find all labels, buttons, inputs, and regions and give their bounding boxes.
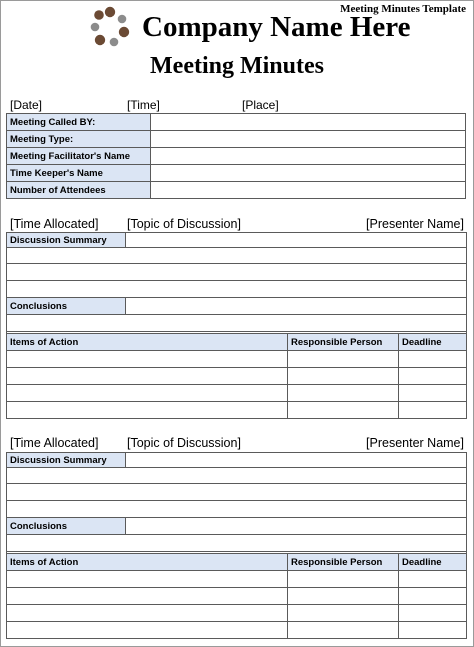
table-row xyxy=(7,368,467,385)
items-of-action-header: Items of Action xyxy=(7,334,288,351)
responsible-person-header: Responsible Person xyxy=(288,554,399,571)
table-row xyxy=(7,402,467,419)
deadline-cell[interactable] xyxy=(399,368,467,385)
responsible-cell[interactable] xyxy=(288,368,399,385)
info-row xyxy=(7,148,466,165)
attendees-field[interactable] xyxy=(151,182,466,199)
deadline-cell[interactable] xyxy=(399,385,467,402)
action-cell[interactable] xyxy=(7,402,288,419)
discussion-table xyxy=(6,232,467,349)
presenter-field[interactable]: [Presenter Name] xyxy=(366,217,464,231)
conclusions-label: Conclusions xyxy=(7,518,126,535)
discussion-summary-field[interactable] xyxy=(126,453,467,468)
facilitator-field[interactable] xyxy=(151,148,466,165)
attendees-label: Number of Attendees xyxy=(7,182,151,199)
deadline-cell[interactable] xyxy=(399,571,467,588)
section-header xyxy=(10,216,464,232)
time-keeper-label: Time Keeper's Name xyxy=(7,165,151,182)
responsible-cell[interactable] xyxy=(288,571,399,588)
document-label: Meeting Minutes Template xyxy=(340,3,466,15)
discussion-table xyxy=(6,452,467,569)
discussion-summary-label: Discussion Summary xyxy=(7,233,126,248)
time-keeper-field[interactable] xyxy=(151,165,466,182)
info-row xyxy=(7,182,466,199)
meeting-info-table xyxy=(6,113,466,199)
conclusions-field[interactable] xyxy=(126,518,467,535)
time-field[interactable]: [Time] xyxy=(127,98,160,112)
presenter-field[interactable]: [Presenter Name] xyxy=(366,436,464,450)
items-of-action-header: Items of Action xyxy=(7,554,288,571)
table-row xyxy=(7,622,467,639)
meeting-type-field[interactable] xyxy=(151,131,466,148)
responsible-cell[interactable] xyxy=(288,588,399,605)
responsible-cell[interactable] xyxy=(288,622,399,639)
responsible-cell[interactable] xyxy=(288,351,399,368)
action-cell[interactable] xyxy=(7,385,288,402)
action-cell[interactable] xyxy=(7,571,288,588)
discussion-line[interactable] xyxy=(7,281,467,298)
deadline-cell[interactable] xyxy=(399,402,467,419)
deadline-cell[interactable] xyxy=(399,605,467,622)
discussion-line[interactable] xyxy=(7,248,467,264)
responsible-cell[interactable] xyxy=(288,385,399,402)
action-cell[interactable] xyxy=(7,368,288,385)
place-field[interactable]: [Place] xyxy=(242,98,279,112)
action-cell[interactable] xyxy=(7,588,288,605)
discussion-line[interactable] xyxy=(7,264,467,281)
table-row xyxy=(7,605,467,622)
responsible-cell[interactable] xyxy=(288,605,399,622)
conclusions-label: Conclusions xyxy=(7,298,126,315)
action-items-table xyxy=(6,333,467,419)
time-allocated-field[interactable]: [Time Allocated] xyxy=(10,217,99,231)
deadline-cell[interactable] xyxy=(399,351,467,368)
action-cell[interactable] xyxy=(7,351,288,368)
company-logo-icon xyxy=(89,6,131,48)
table-row xyxy=(7,571,467,588)
info-row xyxy=(7,114,466,131)
table-row xyxy=(7,385,467,402)
deadline-header: Deadline xyxy=(399,554,467,571)
table-row xyxy=(7,351,467,368)
action-items-table xyxy=(6,553,467,639)
info-row xyxy=(7,131,466,148)
time-allocated-field[interactable]: [Time Allocated] xyxy=(10,436,99,450)
discussion-summary-field[interactable] xyxy=(126,233,467,248)
action-cell[interactable] xyxy=(7,605,288,622)
table-row xyxy=(7,588,467,605)
conclusions-line[interactable] xyxy=(7,535,467,552)
conclusions-line[interactable] xyxy=(7,315,467,332)
action-cell[interactable] xyxy=(7,622,288,639)
info-row xyxy=(7,165,466,182)
meeting-called-by-field[interactable] xyxy=(151,114,466,131)
page-title: Meeting Minutes xyxy=(150,53,324,79)
section-header xyxy=(10,435,464,451)
deadline-cell[interactable] xyxy=(399,622,467,639)
deadline-header: Deadline xyxy=(399,334,467,351)
discussion-line[interactable] xyxy=(7,501,467,518)
discussion-line[interactable] xyxy=(7,468,467,484)
discussion-summary-label: Discussion Summary xyxy=(7,453,126,468)
facilitator-label: Meeting Facilitator's Name xyxy=(7,148,151,165)
responsible-cell[interactable] xyxy=(288,402,399,419)
conclusions-field[interactable] xyxy=(126,298,467,315)
responsible-person-header: Responsible Person xyxy=(288,334,399,351)
topic-field[interactable]: [Topic of Discussion] xyxy=(127,436,241,450)
meeting-called-by-label: Meeting Called BY: xyxy=(7,114,151,131)
meeting-type-label: Meeting Type: xyxy=(7,131,151,148)
date-field[interactable]: [Date] xyxy=(10,98,43,112)
company-name: Company Name Here xyxy=(142,11,411,43)
deadline-cell[interactable] xyxy=(399,588,467,605)
topic-field[interactable]: [Topic of Discussion] xyxy=(127,217,241,231)
discussion-line[interactable] xyxy=(7,484,467,501)
